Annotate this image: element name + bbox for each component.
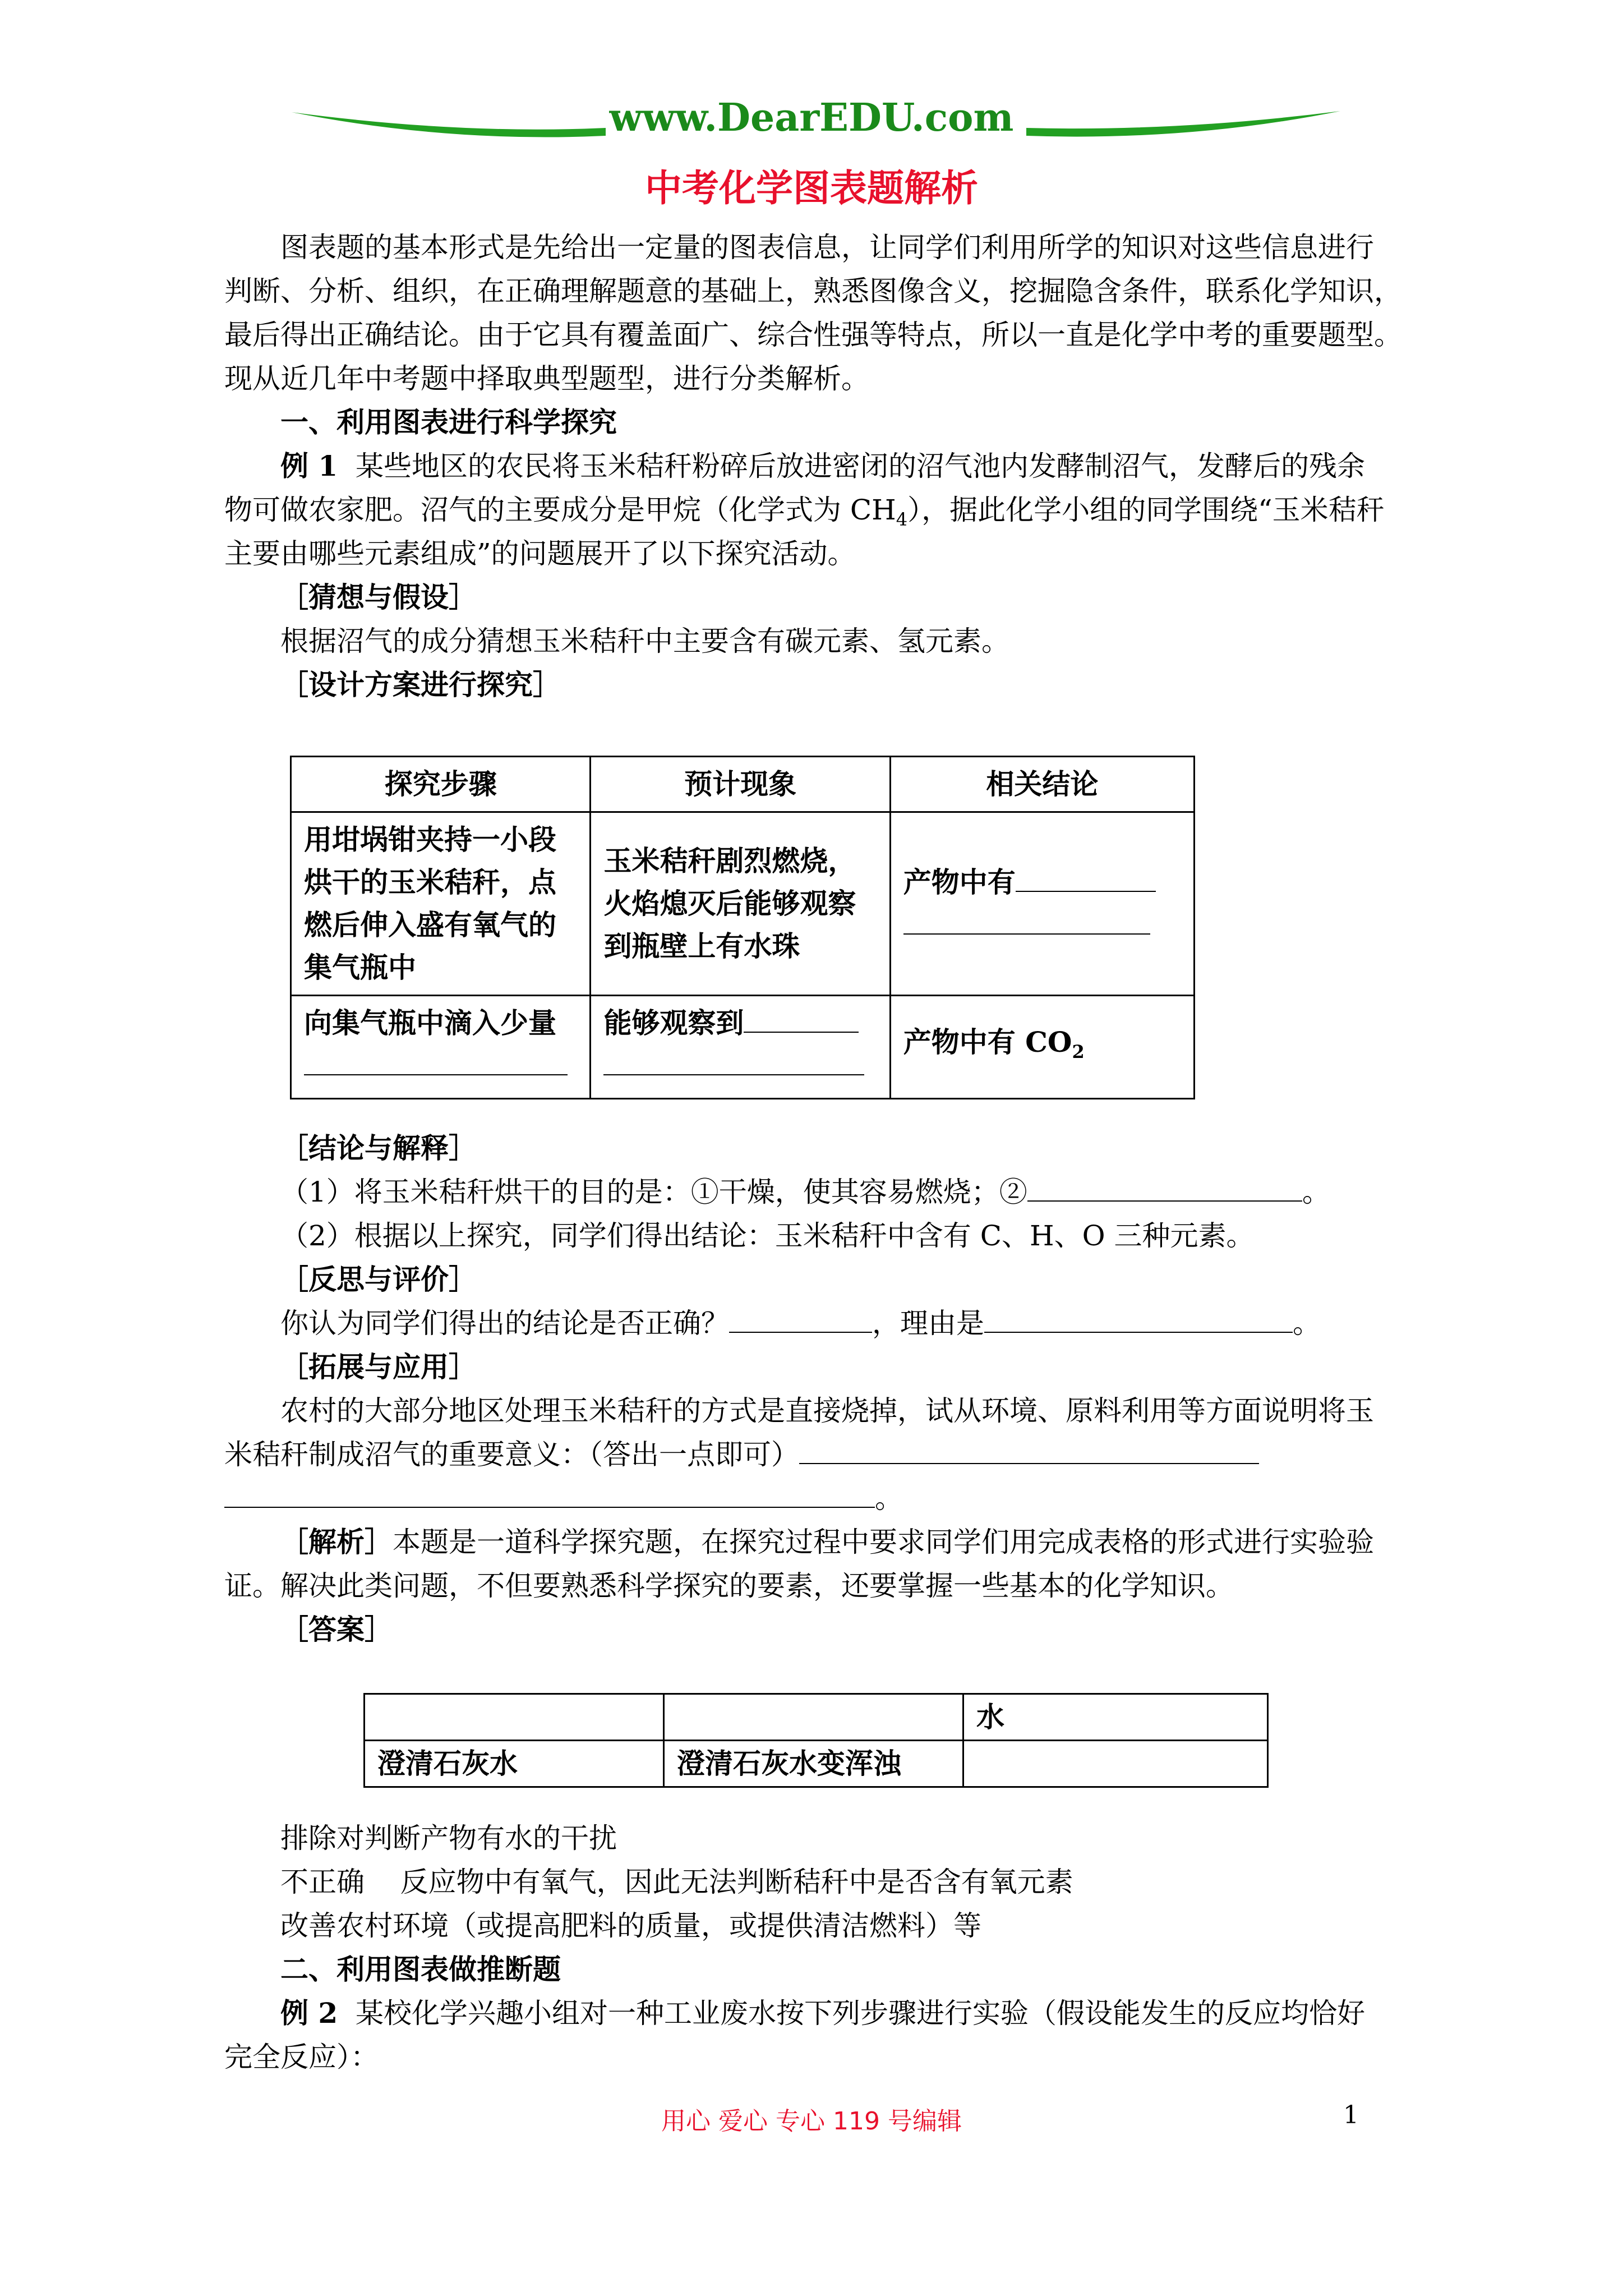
row1-step-line: 烘干的玉米秸秆，点 [304,866,556,899]
conclusion-q1 [224,1170,1402,1214]
reflection-text-b: ，理由是 [872,1307,984,1340]
answer-blank[interactable] [1016,868,1156,892]
analysis-line-1 [224,1520,1402,1564]
answer-line-3: 改善农村环境（或提高肥料的质量，或提供清洁燃料）等 [280,1910,981,1942]
section-2-heading: 二、利用图表做推断题 [280,1953,561,1986]
answer-blank[interactable] [729,1309,872,1333]
row1-phenomenon-line: 玉米秸秆剧烈燃烧， [603,844,856,877]
answer-cell: 澄清石灰水变浑浊 [664,1741,963,1787]
row1-conclusion-text: 产物中有 [903,866,1016,899]
extension-heading: ［拓展与应用］ [280,1350,477,1383]
example-2-text-1: 某校化学兴趣小组对一种工业废水按下列步骤进行实验（假设能发生的反应均恰好 [356,1997,1365,2030]
intro-line-2: 判断、分析、组织，在正确理解题意的基础上，熟悉图像含义，挖掘隐含条件，联系化学知识， [224,275,1402,307]
answer-cell [963,1741,1268,1787]
extension-end: 。 [875,1482,903,1515]
answer-blank[interactable] [903,911,1150,935]
answer-cell [365,1694,664,1741]
row2-phenomenon-cell [591,996,890,1099]
conclusion-q2: （2）根据以上探究，同学们得出结论：玉米秸秆中含有 C、H、O 三种元素。 [280,1220,1255,1252]
design-heading: ［设计方案进行探究］ [280,668,561,701]
answer-2-b: 反应物中有氧气，因此无法判断秸秆中是否含有氧元素 [400,1866,1073,1898]
answer-2-a: 不正确 [280,1866,365,1898]
co2-subscript: 2 [1072,1041,1085,1062]
header-phenomenon: 预计现象 [591,757,890,812]
reflection-end: 。 [1293,1307,1321,1340]
example-1-line-1 [224,444,1402,488]
example-1-text-2a: 物可做农家肥。沼气的主要成分是甲烷（化学式为 CH [224,494,896,526]
answer-blank[interactable] [744,1009,859,1033]
example-1-text-1: 某些地区的农民将玉米秸秆粉碎后放进密闭的沼气池内发酵制沼气，发酵后的残余 [356,450,1365,482]
row1-phenomenon-line: 到瓶壁上有水珠 [603,930,800,963]
extension-line-2 [224,1433,1402,1476]
reflection-question [224,1301,1402,1345]
answer-blank[interactable] [984,1309,1293,1333]
answer-line-1: 排除对判断产物有水的干扰 [280,1822,617,1855]
extension-line-1: 农村的大部分地区处理玉米秸秆的方式是直接烧掉，试从环境、原料利用等方面说明将玉 [280,1395,1374,1427]
reflection-heading: ［反思与评价］ [280,1263,477,1296]
answer-blank[interactable] [224,1484,875,1508]
table-row [365,1694,1268,1741]
answer-line-2 [224,1860,1402,1904]
answer-cell: 澄清石灰水 [365,1741,664,1787]
answer-blank[interactable] [603,1052,864,1075]
intro-line-1: 图表题的基本形式是先给出一定量的图表信息，让同学们利用所学的知识对这些信息进行 [280,231,1374,264]
intro-line-4: 现从近几年中考题中择取典型题型，进行分类解析。 [224,362,869,395]
analysis-text-1: 本题是一道科学探究题，在探究过程中要求同学们用完成表格的形式进行实验验 [393,1526,1374,1558]
hypothesis-heading: ［猜想与假设］ [280,581,477,614]
example-2-label: 例 2 [280,1996,338,2030]
row1-conclusion-cell [890,812,1194,996]
header-conclusion: 相关结论 [890,757,1194,812]
footer-text: 用心 爱心 专心 119 号编辑 [661,2107,962,2136]
answer-cell: 水 [963,1694,1268,1741]
answer-heading: ［答案］ [280,1613,393,1646]
row1-phenomenon-line: 火焰熄灭后能够观察 [603,887,856,920]
example-2-line-2: 完全反应）： [224,2041,379,2073]
document-title: 中考化学图表题解析 [645,167,978,210]
row1-step-line: 燃后伸入盛有氧气的 [304,908,556,941]
section-1-heading: 一、利用图表进行科学探究 [280,406,617,439]
conclusion-q1-end: 。 [1302,1176,1330,1208]
row2-step-cell [291,996,591,1099]
site-banner-text: www.DearEDU.com [609,95,1014,140]
row2-conclusion-text: 产物中有 CO [903,1025,1072,1059]
example-2-line-1 [224,1991,1402,2035]
conclusion-q1-text: （1）将玉米秸秆烘干的目的是：①干燥，使其容易燃烧；② [280,1176,1027,1208]
table-row [365,1741,1268,1787]
answer-blank[interactable] [304,1052,568,1075]
example-1-line-3: 主要由哪些元素组成”的问题展开了以下探究活动。 [224,537,856,570]
row2-step-text: 向集气瓶中滴入少量 [304,1006,556,1039]
reflection-text-a: 你认为同学们得出的结论是否正确？ [280,1307,729,1340]
answer-blank[interactable] [1027,1178,1302,1202]
analysis-label: ［解析］ [280,1525,393,1558]
answer-blank[interactable] [799,1441,1259,1464]
extension-text-2: 米秸秆制成沼气的重要意义：（答出一点即可） [224,1438,799,1471]
answer-table [363,1693,1269,1788]
row1-phenomenon-cell [591,812,890,996]
example-1-text-2b: ），据此化学小组的同学围绕“玉米秸秆 [907,494,1385,526]
row2-phenomenon-text: 能够观察到 [603,1006,744,1039]
analysis-line-2: 证。解决此类问题，不但要熟悉科学探究的要素，还要掌握一些基本的化学知识。 [224,1570,1234,1602]
intro-line-3: 最后得出正确结论。由于它具有覆盖面广、综合性强等特点，所以一直是化学中考的重要题型。 [224,319,1402,351]
row1-step-line: 用坩埚钳夹持一小段 [304,823,556,856]
row1-step-cell [291,812,591,996]
hypothesis-text: 根据沼气的成分猜想玉米秸秆中主要含有碳元素、氢元素。 [280,625,1009,657]
page-number: 1 [1343,2101,1359,2129]
row1-step-line: 集气瓶中 [304,951,416,984]
extension-line-3 [224,1476,1402,1520]
answer-cell [664,1694,963,1741]
ch4-subscript: 4 [896,509,908,530]
table-row [291,812,1195,996]
conclusion-heading: ［结论与解释］ [280,1131,477,1165]
example-1-label: 例 1 [280,449,338,482]
table-row [291,996,1195,1099]
experiment-table [290,756,1195,1099]
header-step: 探究步骤 [291,757,591,812]
table-header-row [291,757,1195,812]
row2-conclusion-cell [890,996,1194,1099]
